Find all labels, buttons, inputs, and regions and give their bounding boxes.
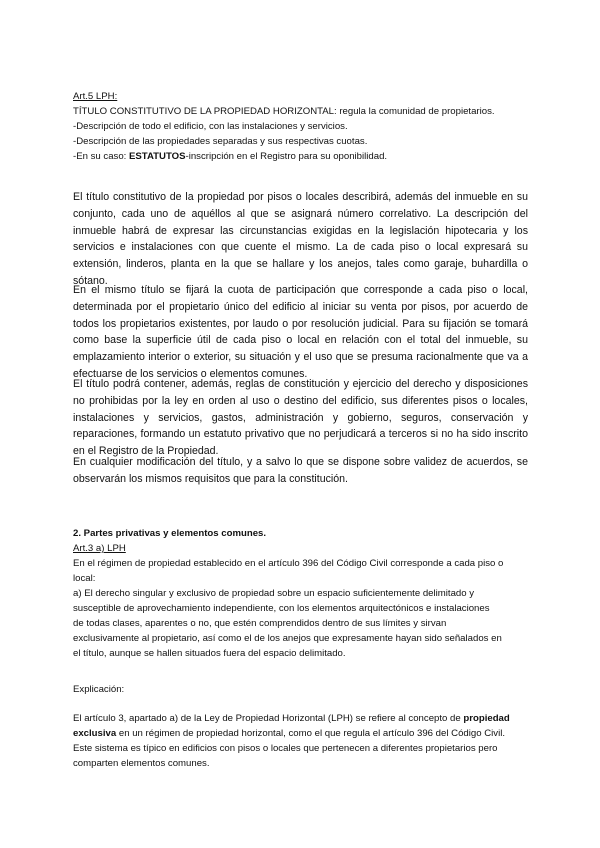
explanation-line: El artículo 3, apartado a) de la Ley de Propiedad Horizontal (LPH) se refiere al concepto de propiedad	[73, 713, 510, 724]
section2-line: a) El derecho singular y exclusivo de propiedad sobre un espacio suficientemente delimitado y	[73, 588, 475, 599]
art5-description-building: -Descripción de todo el edificio, con las instalaciones y servicios.	[73, 121, 348, 132]
explanation-label-text: Explicación:	[73, 684, 125, 695]
paragraph-3: El título podrá contener, además, reglas de constitución y ejercicio del derecho y disposiciones no prohibidas por la ley en orden al uso o destino del edificio, sus diferentes pisos o locales, instalaciones y servicios, gastos, administración y gobierno, seguros, conservación y reparaciones, formando un estatuto privativo que no perjudicará a terceros si no ha sido inscrito en el Registro de la Propiedad.	[73, 378, 528, 458]
explanation-block	[73, 711, 528, 771]
explanation-line: exclusiva en un régimen de propiedad horizontal, como el que regula el artículo 396 del Código Civil.	[73, 728, 506, 739]
section2-line: exclusivamente al propietario, así como el de los anejos que expresamente hayan sido señalados en	[73, 633, 502, 644]
section2-line: local:	[73, 573, 96, 584]
section2-block	[73, 526, 528, 661]
paragraph-1: El título constitutivo de la propiedad por pisos o locales describirá, además del inmueble en su conjunto, cada uno de aquéllos al que se asignará número correlativo. La descripción del inmueble habrá de expresar las circunstancias exigidas en la legislación hipotecaria y los servicios e instalaciones con que cuente el mismo. La de cada piso o local expresará su extensión, linderos, planta en la que se hallare y los anejos, tales como garaje, buhardilla o sótano.	[73, 191, 528, 287]
section2-line: el título, aunque se hallen situados fuera del espacio delimitado.	[73, 648, 346, 659]
section2-line: de todas clases, aparentes o no, que estén comprendidos dentro de sus límites y sirvan	[73, 618, 447, 629]
section2-art-ref: Art.3 a) LPH	[73, 543, 126, 554]
section2-title: 2. Partes privativas y elementos comunes.	[73, 528, 267, 539]
art5-block	[73, 89, 528, 164]
paragraph-4: En cualquier modificación del título, y a salvo lo que se dispone sobre validez de acuerdos, se observarán los mismos requisitos que para la constitución.	[73, 456, 528, 485]
explanation-label	[73, 682, 528, 697]
art5-heading: Art.5 LPH:	[73, 91, 118, 102]
section2-line: susceptible de aprovechamiento independiente, con los elementos arquitectónicos e instalaciones	[73, 603, 490, 614]
explanation-line: comparten elementos comunes.	[73, 758, 210, 769]
paragraph-2: En el mismo título se fijará la cuota de participación que corresponde a cada piso o local, determinada por el propietario único del edificio al iniciar su venta por pisos, por acuerdo de todos los propietarios existentes, por laudo o por resolución judicial. Para su fijación se tomará como base la superficie útil de cada piso o local en relación con el total del inmueble, su emplazamiento interior o exterior, su situación y el uso que se presuma racionalmente que va a efectuarse de los servicios o elementos comunes.	[73, 284, 528, 380]
art5-title-line: TÍTULO CONSTITUTIVO DE LA PROPIEDAD HORIZONTAL: regula la comunidad de propietarios.	[73, 106, 495, 117]
explanation-line: Este sistema es típico en edificios con pisos o locales que pertenecen a diferentes propietarios pero	[73, 743, 498, 754]
art5-description-properties: -Descripción de las propiedades separadas y sus respectivas cuotas.	[73, 136, 368, 147]
section2-line: En el régimen de propiedad establecido en el artículo 396 del Código Civil corresponde a cada piso o	[73, 558, 504, 569]
art5-statutes-line: -En su caso: ESTATUTOS-inscripción en el Registro para su oponibilidad.	[73, 151, 388, 162]
